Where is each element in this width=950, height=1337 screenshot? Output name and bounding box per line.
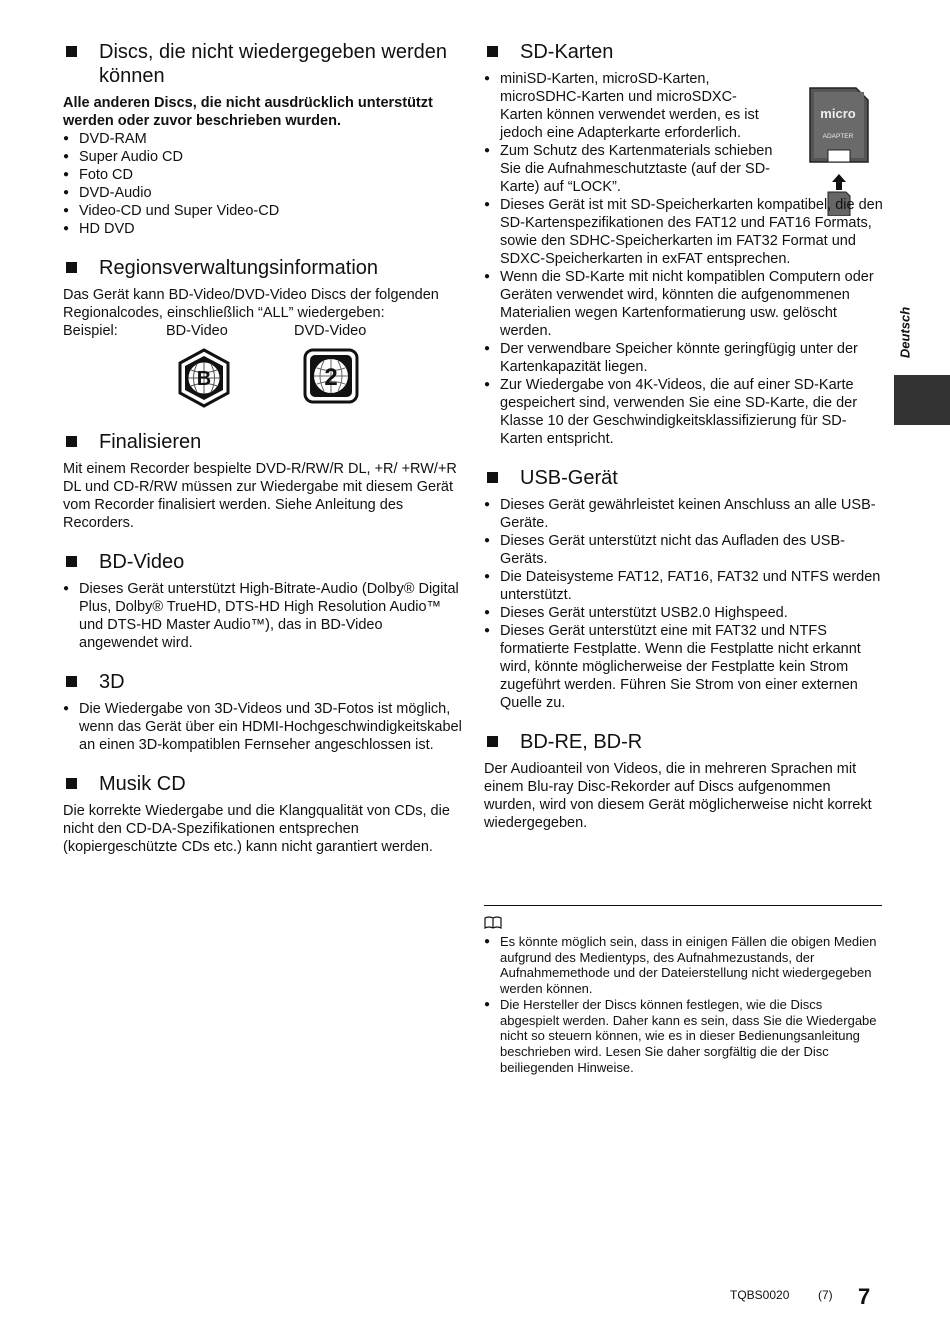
discs-intro: Alle anderen Discs, die nicht ausdrücklich unterstützt werden oder zuvor beschrieben wurden.: [63, 95, 433, 129]
square-bullet-icon: [66, 778, 77, 789]
left-column: [63, 40, 463, 874]
section-heading: [484, 466, 884, 490]
square-bullet-icon: [66, 46, 77, 57]
adapter-brand: micro: [820, 106, 856, 121]
example-label: Beispiel:: [63, 323, 118, 339]
region-icons: [63, 348, 463, 412]
section-bd-video: [63, 550, 463, 652]
list-item: ● Dieses Gerät unterstützt eine mit FAT32 und NTFS formatierte Festplatte. Wenn die Festplatte nicht erkannt wird, könnte möglicherweise der Festplatte kein Strom zugeführt werden. Führen Sie Strom von einer externen Quelle zu.: [484, 622, 884, 712]
square-bullet-icon: [66, 556, 77, 567]
square-bullet-icon: [66, 262, 77, 273]
heading-text: Finalisieren: [99, 431, 202, 453]
section-region: [63, 256, 463, 412]
musik-text: Die korrekte Wiedergabe und die Klangqualität von CDs, die nicht den CD-DA-Spezifikationen entsprechen (kopiergeschützte CDs etc.) kann nicht garantiert werden.: [63, 803, 450, 855]
heading-text: Discs, die nicht wiedergegeben werden können: [99, 41, 447, 87]
list-item: ● Dieses Gerät unterstützt nicht das Aufladen des USB-Geräts.: [484, 532, 884, 568]
square-bullet-icon: [66, 436, 77, 447]
adapter-label: ADAPTER: [822, 133, 854, 140]
section-heading: [63, 772, 463, 796]
note-box: [484, 905, 882, 1075]
usb-list: [484, 496, 884, 712]
list-item: ● Zur Wiedergabe von 4K-Videos, die auf einer SD-Karte gespeichert sind, verwenden Sie eine SD-Karte, die der Klasse 10 der Geschwindigkeitsklassifizierung für SD-Karten entspricht.: [484, 376, 884, 448]
region-example-row: [63, 322, 463, 340]
list-item: ● Die Hersteller der Discs können festlegen, wie die Discs abgespielt werden. Daher kann es sein, dass Sie die Wiedergabe nicht so steuern können, wie es in dieser Bedienungsanleitung beschrieben wird. Lesen Sie daher sorgfältig die der Disc beiliegenden Hinweise.: [484, 997, 882, 1076]
list-item: ● Video-CD und Super Video-CD: [63, 202, 463, 220]
section-heading: [484, 40, 884, 64]
discs-list: [63, 130, 463, 238]
heading-text: BD-RE, BD-R: [520, 731, 643, 753]
note-list: [484, 934, 882, 1075]
list-item: ● Dieses Gerät ist mit SD-Speicherkarten kompatibel, die den SD-Kartenspezifikationen des FAT12 und FAT16 Formats, sowie den SDHC-Speicherkarten im FAT32 Format und SDXC-Speicherkarten in exFAT entsprechen.: [484, 196, 884, 268]
dvd-region-code: 2: [324, 364, 338, 391]
heading-text: BD-Video: [99, 551, 185, 573]
section-heading: [63, 550, 463, 574]
bd-region-b-icon: [177, 348, 231, 408]
section-finalize: [63, 430, 463, 532]
page-number-paren: (7): [818, 1288, 833, 1302]
list-item: ● Zum Schutz des Kartenmaterials schieben Sie die Aufnahmeschutztaste (auf der SD-Karte) auf “LOCK”.: [484, 142, 775, 196]
list-item: ● Es könnte möglich sein, dass in einigen Fällen die obigen Medien aufgrund des Medientyps, des Aufnahmezustands, der Aufnahmemethode und der Dateierstellung nicht wiedergegeben werden können.: [484, 934, 882, 997]
list-item: ● Dieses Gerät unterstützt High-Bitrate-Audio (Dolby® Digital Plus, Dolby® TrueHD, DTS-HD High Resolution Audio™ und DTS-HD Master Audio™), das in BD-Video angewendet wird.: [63, 580, 463, 652]
section-3d: [63, 670, 463, 754]
list-item: ● HD DVD: [63, 220, 463, 238]
bd-video-label: BD-Video: [166, 323, 228, 339]
section-discs: [63, 40, 463, 238]
doc-code: TQBS0020: [730, 1288, 790, 1302]
square-bullet-icon: [487, 472, 498, 483]
list-item: ● DVD-Audio: [63, 184, 463, 202]
list-item: ● Super Audio CD: [63, 148, 463, 166]
square-bullet-icon: [487, 46, 498, 57]
list-item: ● Foto CD: [63, 166, 463, 184]
square-bullet-icon: [487, 736, 498, 747]
page-number: 7: [858, 1284, 871, 1309]
section-musik-cd: [63, 772, 463, 856]
heading-text: Musik CD: [99, 773, 186, 795]
section-heading: [484, 730, 884, 754]
list-item: ● miniSD-Karten, microSD-Karten, microSDHC-Karten und microSDXC-Karten können verwendet werden, es ist jedoch eine Adapterkarte erforderlich.: [484, 70, 775, 142]
finalize-text: Mit einem Recorder bespielte DVD-R/RW/R DL, +R/ +RW/+R DL und CD-R/RW müssen zur Wiedergabe mit diesem Gerät vom Recorder finalisiert werden. Siehe Anleitung des Recorders.: [63, 461, 457, 531]
list-item: ● Dieses Gerät unterstützt USB2.0 Highspeed.: [484, 604, 884, 622]
section-heading: [63, 670, 463, 694]
heading-text: Regionsverwaltungsinformation: [99, 257, 379, 279]
bd-re-text: Der Audioanteil von Videos, die in mehreren Sprachen mit einem Blu-ray Disc-Rekorder auf Discs aufgenommen wurden, wird von diesem Gerät möglicherweise nicht korrekt wiedergegeben.: [484, 761, 872, 831]
heading-text: SD-Karten: [520, 41, 614, 63]
list-item: ● Die Dateisysteme FAT12, FAT16, FAT32 und NTFS werden unterstützt.: [484, 568, 884, 604]
heading-text: USB-Gerät: [520, 467, 618, 489]
list-item: ● Wenn die SD-Karte mit nicht kompatiblen Computern oder Geräten verwendet wird, könnten die aufgenommenen Materialien wegen Kartenformatierung usw. gelöscht werden.: [484, 268, 884, 340]
square-bullet-icon: [66, 676, 77, 687]
list-item: ● Dieses Gerät gewährleistet keinen Anschluss an alle USB-Geräte.: [484, 496, 884, 532]
bd-region-code: B: [196, 368, 212, 390]
language-label-text: Deutsch: [897, 306, 913, 359]
list-item: ● Die Wiedergabe von 3D-Videos und 3D-Fotos ist möglich, wenn das Gerät über ein HDMI-Hochgeschwindigkeitskabel an einen 3D-kompatiblen Fernseher angeschlossen ist.: [63, 700, 463, 754]
heading-text: 3D: [99, 671, 125, 693]
language-tab: [894, 375, 950, 425]
section-heading: [63, 256, 463, 280]
dvd-video-label: DVD-Video: [294, 323, 367, 339]
3d-list: [63, 700, 463, 754]
book-icon: [484, 916, 502, 930]
section-heading: [63, 40, 463, 88]
list-item: ● DVD-RAM: [63, 130, 463, 148]
dvd-region-2-icon: [303, 348, 359, 404]
language-side-label: [890, 300, 913, 370]
section-usb: [484, 466, 884, 712]
section-bd-re: [484, 730, 884, 832]
list-item: ● Der verwendbare Speicher könnte geringfügig unter der Kartenkapazität liegen.: [484, 340, 884, 376]
section-heading: [63, 430, 463, 454]
right-column: [484, 40, 884, 850]
region-text: Das Gerät kann BD-Video/DVD-Video Discs der folgenden Regionalcodes, einschließlich “ALL” wiedergeben:: [63, 287, 439, 321]
footer: [730, 1284, 871, 1309]
bd-video-list: [63, 580, 463, 652]
